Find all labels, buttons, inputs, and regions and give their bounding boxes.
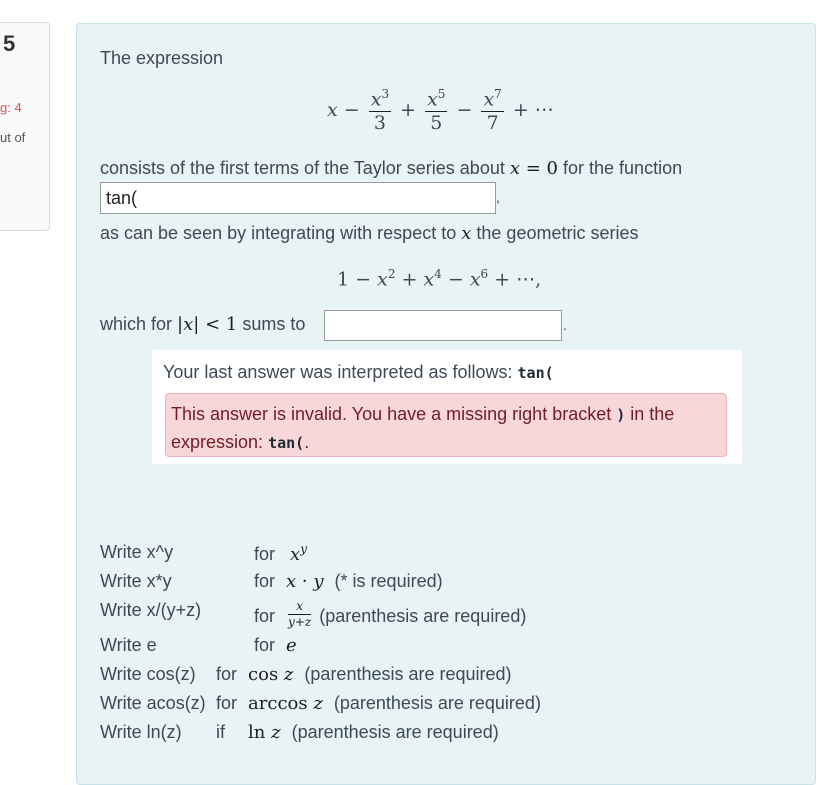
tip-command: Write ln(z) (100, 722, 182, 742)
tip-note: (* is required) (334, 571, 443, 591)
geometric-series-expression: $1 - x^2 + x^4 - x^6$ + ⋯, (337, 267, 542, 291)
variable-x: x (461, 223, 472, 244)
question-info-card (0, 22, 50, 231)
intro-text: The expression (100, 48, 224, 68)
integrating-text-part2: the geometric series (476, 223, 639, 243)
integrating-text-part1: as can be seen by integrating with respect to (100, 223, 457, 243)
convergence-condition: |x| < 1 (177, 314, 238, 335)
tip-connector: for (254, 544, 276, 564)
taylor-series-text (100, 158, 682, 179)
tip-command: Write x^y (100, 542, 174, 562)
interpretation-text (163, 362, 554, 383)
error-expression: tan( (268, 434, 305, 452)
tip-command: Write x*y (100, 571, 172, 591)
tip-math-product: x · y (286, 571, 324, 592)
sum-answer-input[interactable] (324, 310, 562, 341)
sum-text (100, 314, 305, 335)
tip-math-fraction: $\frac{x}{y+z}$ (288, 599, 312, 630)
tip-math-arccos: arccos z (248, 693, 323, 714)
integrating-text (100, 223, 638, 244)
for-function-text: for the function (563, 158, 683, 178)
tip-math-e: e (286, 635, 297, 656)
which-for-text: which for (100, 314, 173, 334)
series-expression: x − $\frac{x^3}{3}$ + $\frac{x^5}{5}$ − $\frac{x^7}{7}$ + ⋯ (327, 87, 554, 135)
question-content (76, 23, 816, 785)
question-state: g: 4 (0, 100, 22, 115)
tip-command: Write acos(z) (100, 693, 206, 713)
tip-connector: for (216, 693, 238, 713)
tip-connector: if (216, 722, 225, 742)
period-separator: . (563, 317, 567, 333)
error-message-part2: in the expression: (171, 404, 675, 452)
error-message-part1: This answer is invalid. You have a missing right bracket (171, 404, 612, 424)
error-alert (165, 393, 727, 457)
missing-bracket: ) (616, 406, 626, 424)
consists-text: consists of the first terms of the Taylor series about (100, 158, 505, 178)
interpreted-value: tan( (517, 364, 554, 382)
tip-connector: for (254, 606, 276, 627)
error-period: . (304, 432, 310, 452)
expansion-point: x = 0 (509, 158, 558, 179)
tip-connector: for (254, 571, 276, 591)
tip-command: Write e (100, 635, 157, 655)
sums-to-text: sums to (242, 314, 306, 334)
question-number: 5 (3, 31, 16, 56)
tip-connector: for (254, 635, 276, 655)
tip-math-power: $x^y$ (290, 542, 307, 565)
tip-note: (parenthesis are required) (304, 664, 512, 684)
question-marks: ut of (0, 130, 26, 145)
tip-note: (parenthesis are required) (291, 722, 499, 742)
tip-math-ln: ln z (248, 722, 281, 743)
function-answer-input[interactable] (100, 182, 496, 214)
validation-feedback (152, 350, 742, 464)
tip-note: (parenthesis are required) (333, 693, 541, 713)
tip-command: Write x/(y+z) (100, 600, 202, 620)
comma-separator: , (496, 189, 500, 205)
tip-note: (parenthesis are required) (319, 606, 527, 627)
tip-connector: for (216, 664, 238, 684)
tip-math-cos: cos z (248, 664, 294, 685)
interpretation-prefix: Your last answer was interpreted as follows: (163, 362, 513, 382)
tip-command: Write cos(z) (100, 664, 196, 684)
